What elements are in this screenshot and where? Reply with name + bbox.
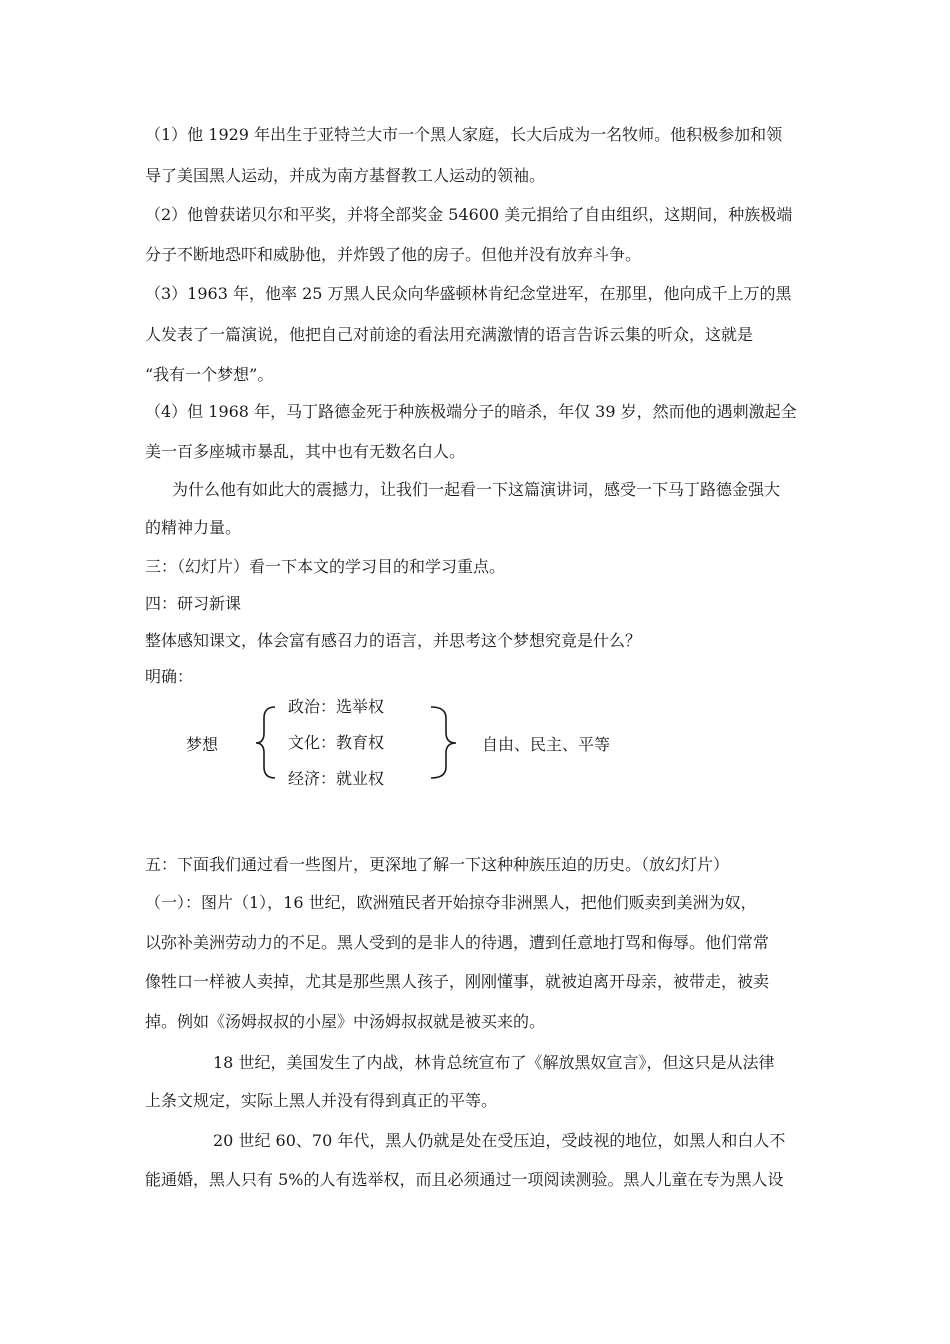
section-heading: 三：（幻灯片）看一下本文的学习目的和学习重点。 bbox=[145, 557, 506, 576]
paragraph-line: 掉。例如《汤姆叔叔的小屋》中汤姆叔叔就是被买来的。 bbox=[145, 1012, 546, 1031]
paragraph-line: （一）：图片（1），16 世纪，欧洲殖民者开始掠夺非洲黑人，把他们贩卖到美洲为奴， bbox=[145, 893, 757, 912]
diagram-right-label: 自由、民主、平等 bbox=[482, 735, 611, 754]
section-heading: 四：研习新课 bbox=[145, 594, 242, 613]
paragraph-line: （3）1963 年，他率 25 万黑人民众向华盛顿林肯纪念堂进军，在那里，他向成千上万的黑 bbox=[145, 284, 792, 303]
paragraph-line: （4）但 1968 年，马丁路德金死于种族极端分子的暗杀，年仅 39 岁，然而他的遇刺激起全 bbox=[145, 402, 797, 421]
paragraph-line: 20 世纪 60、70 年代，黑人仍就是处在受压迫，受歧视的地位，如黑人和白人不 bbox=[213, 1131, 786, 1150]
paragraph-line: 的精神力量。 bbox=[145, 518, 242, 537]
paragraph-line: （1）他 1929 年出生于亚特兰大市一个黑人家庭，长大后成为一名牧师。他积极参加和领 bbox=[145, 125, 783, 144]
paragraph-line: 18 世纪，美国发生了内战，林肯总统宣布了《解放黑奴宣言》，但这只是从法律 bbox=[213, 1053, 775, 1072]
paragraph-line: 分子不断地恐吓和威胁他，并炸毁了他的房子。但他并没有放弃斗争。 bbox=[145, 245, 642, 264]
diagram-item: 政治：选举权 bbox=[288, 697, 385, 716]
paragraph-line: （2）他曾获诺贝尔和平奖，并将全部奖金 54600 美元捐给了自由组织，这期间，种族极端 bbox=[145, 205, 793, 224]
left-brace-icon bbox=[256, 707, 275, 778]
paragraph-line: 美一百多座城市暴乱，其中也有无数名白人。 bbox=[145, 442, 466, 461]
section-heading: 五：下面我们通过看一些图片，更深地了解一下这种种族压迫的历史。（放幻灯片） bbox=[145, 855, 730, 874]
paragraph-line: 上条文规定，实际上黑人并没有得到真正的平等。 bbox=[145, 1091, 498, 1110]
paragraph-line: 为什么他有如此大的震撼力，让我们一起看一下这篇演讲词，感受一下马丁路德金强大 bbox=[172, 480, 781, 499]
diagram-item: 文化：教育权 bbox=[288, 733, 385, 752]
right-brace-icon bbox=[431, 707, 456, 778]
paragraph-line: 人发表了一篇演说，他把自己对前途的看法用充满激情的语言告诉云集的听众，这就是 bbox=[145, 325, 754, 344]
paragraph-line: 整体感知课文，体会富有感召力的语言，并思考这个梦想究竟是什么？ bbox=[145, 631, 642, 650]
paragraph-line: 导了美国黑人运动，并成为南方基督教工人运动的领袖。 bbox=[145, 166, 546, 185]
diagram-item: 经济：就业权 bbox=[288, 769, 385, 788]
paragraph-line: 明确： bbox=[145, 667, 194, 686]
paragraph-line: 像牲口一样被人卖掉，尤其是那些黑人孩子，刚刚懂事，就被迫离开母亲，被带走，被卖 bbox=[145, 972, 770, 991]
paragraph-line: 能通婚，黑人只有 5%的人有选举权，而且必须通过一项阅读测验。黑人儿童在专为黑人设 bbox=[145, 1170, 784, 1189]
paragraph-line: 以弥补美洲劳动力的不足。黑人受到的是非人的待遇，遭到任意地打骂和侮辱。他们常常 bbox=[145, 933, 770, 952]
diagram-left-label: 梦想 bbox=[186, 735, 219, 754]
paragraph-line: “我有一个梦想”。 bbox=[145, 365, 274, 384]
